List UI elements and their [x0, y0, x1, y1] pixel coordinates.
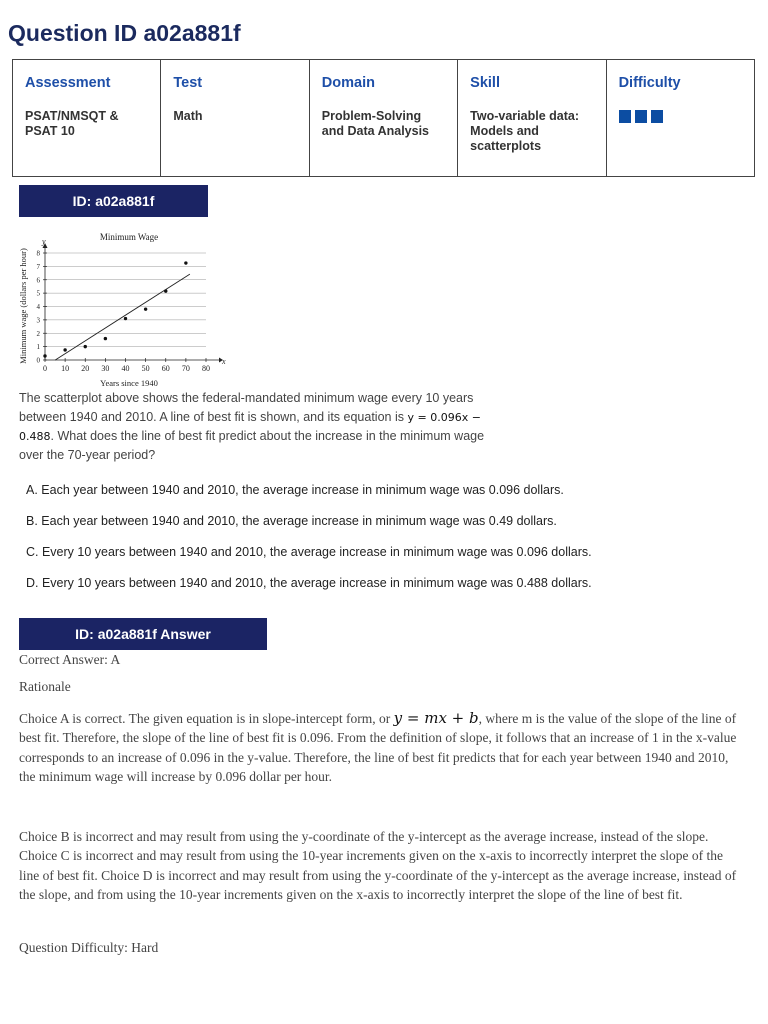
difficulty-header: Difficulty: [618, 75, 681, 91]
choice-d: D. Every 10 years between 1940 and 2010, the average increase in minimum wage was 0.488 dollars.: [26, 576, 592, 590]
chart-title: Minimum Wage: [99, 232, 159, 242]
choice-a: A. Each year between 1940 and 2010, the average increase in minimum wage was 0.096 dollars.: [26, 483, 564, 497]
test-value: Math: [173, 109, 203, 123]
rationale-1-before: Choice A is correct. The given equation is in slope-intercept form, or: [19, 711, 391, 726]
y-tick-label: 2: [36, 329, 40, 338]
y-axis-letter: y: [42, 237, 46, 246]
y-tick-label: 5: [36, 289, 40, 298]
answer-choices: [26, 481, 592, 605]
x-axis-letter: x: [222, 357, 226, 366]
domain-value: Problem-Solving and Data Analysis: [321, 109, 429, 138]
x-tick-label: 20: [81, 364, 90, 373]
page-title: Question ID a02a881f: [8, 20, 241, 46]
question-metadata-table: [12, 59, 755, 177]
rationale-paragraph-2: Choice B is incorrect and may result from using the y-coordinate of the y-intercept as the average increase, instead of the slope. Choice C is incorrect and may result from using the 10-year increments given on the x-axis to incorrectly interpret the slope of the line of best fit. Choice D is incorrect and may result from using the y-coordinate of the y-intercept as the average increase, instead of the slope, and from using the 10-year increments given on the x-axis to incorrectly interpret the slope of the line of best fit.: [19, 829, 737, 902]
correct-answer: Correct Answer: A: [19, 652, 121, 667]
test-header: Test: [173, 75, 203, 91]
scatterplot-chart: [17, 228, 232, 390]
x-tick-label: 0: [43, 364, 47, 373]
assessment-header: Assessment: [25, 75, 111, 91]
question-difficulty: Question Difficulty: Hard: [19, 940, 159, 955]
x-tick-label: 10: [61, 364, 70, 373]
x-tick-label: 30: [101, 364, 110, 373]
data-point: [144, 307, 147, 310]
x-axis-label: Years since 1940: [100, 378, 158, 388]
data-point: [84, 345, 87, 348]
data-point: [184, 261, 187, 264]
assessment-cell: [13, 60, 161, 177]
difficulty-cell: [606, 60, 754, 177]
data-point: [63, 348, 66, 351]
y-tick-label: 1: [36, 343, 40, 352]
y-tick-label: 7: [36, 262, 40, 271]
data-point: [43, 354, 46, 357]
x-tick-label: 60: [161, 364, 170, 373]
rationale-heading: Rationale: [19, 679, 71, 694]
x-tick-label: 50: [141, 364, 150, 373]
assessment-value: PSAT/NMSQT & PSAT 10: [25, 109, 119, 138]
question-id-banner: ID: a02a881f: [19, 185, 208, 217]
choice-b: B. Each year between 1940 and 2010, the average increase in minimum wage was 0.49 dollars.: [26, 514, 557, 528]
question-text-after: . What does the line of best fit predict about the increase in the minimum wage over the 70-year period?: [19, 429, 485, 462]
y-tick-label: 6: [36, 276, 40, 285]
y-tick-label: 3: [36, 316, 40, 325]
choice-c: C. Every 10 years between 1940 and 2010, the average increase in minimum wage was 0.096 dollars.: [26, 545, 592, 559]
data-point: [124, 317, 127, 320]
question-text-before: The scatterplot above shows the federal-mandated minimum wage every 10 years between 1940 and 2010. A line of best fit is shown, and its equation is: [19, 391, 474, 424]
answer-id-banner: ID: a02a881f Answer: [19, 618, 267, 650]
x-tick-label: 40: [121, 364, 130, 373]
domain-header: Domain: [321, 75, 375, 91]
skill-header: Skill: [470, 75, 500, 91]
skill-cell: [458, 60, 606, 177]
skill-value: Two-variable data: Models and scatterplots: [470, 109, 579, 153]
data-point: [104, 337, 107, 340]
y-tick-label: 0: [36, 356, 40, 365]
x-tick-label: 70: [181, 364, 190, 373]
rationale-paragraph-1: [19, 709, 741, 786]
y-tick-label: 8: [36, 249, 40, 258]
domain-cell: [309, 60, 457, 177]
test-cell: [161, 60, 309, 177]
difficulty-bar: [635, 110, 647, 123]
slope-intercept-formula: y = mx + b: [393, 709, 479, 727]
difficulty-indicator: [619, 109, 742, 123]
y-axis-label: Minimum wage (dollars per hour): [18, 248, 28, 364]
question-stem: [19, 389, 509, 465]
line-equation: y = 0.096x − 0.488: [19, 411, 481, 443]
rationale-1-after: , where m is the value of the slope of the line of best fit. Therefore, the slope of the line of best fit is 0.096. From the definition of slope, it follows that an increase of 1 in the x-value corresponds to an increase of 0.096 in the y-value. Therefore, the line of best fit predicts that for each year between 1940 and 2010, the minimum wage will increase by 0.096 dollar per hour.: [19, 711, 737, 784]
line-of-best-fit: [55, 274, 190, 360]
y-tick-label: 4: [36, 303, 40, 311]
difficulty-bar: [619, 110, 631, 123]
x-tick-label: 80: [202, 364, 210, 373]
difficulty-bar: [651, 110, 663, 123]
